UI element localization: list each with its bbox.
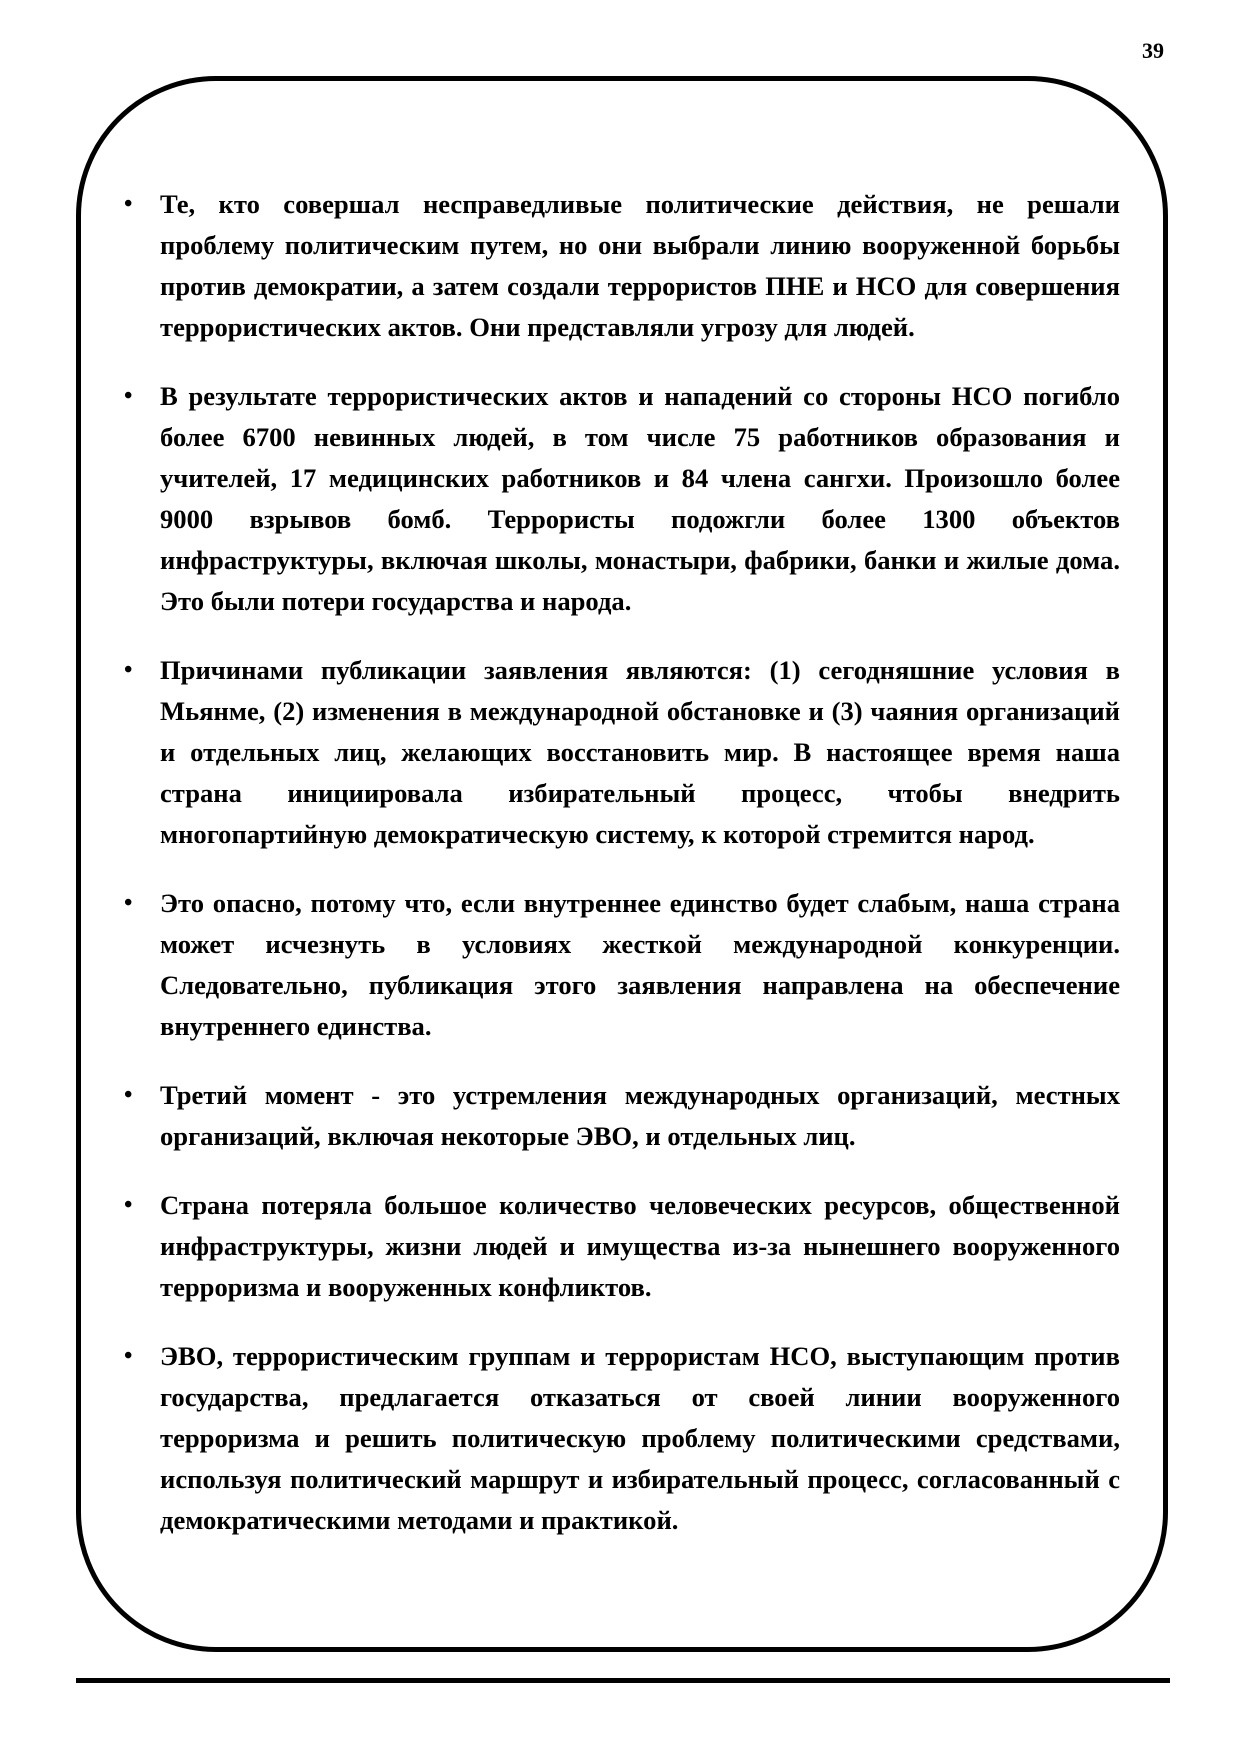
list-item <box>118 376 1120 622</box>
list-item <box>118 184 1120 348</box>
list-item <box>118 1336 1120 1541</box>
list-item <box>118 883 1120 1047</box>
list-item <box>118 1185 1120 1308</box>
bullet-icon: • <box>124 191 133 217</box>
bullet-icon: • <box>124 657 133 683</box>
bottom-divider <box>76 1678 1170 1683</box>
list-item-text: Страна потеряла большое количество человеческих ресурсов, общественной инфраструктуры, жизни людей и имущества из-за нынешнего вооруженного терроризма и вооруженных конфликтов. <box>160 1190 1120 1302</box>
page-number: 39 <box>1142 38 1164 63</box>
bullet-icon: • <box>124 1082 133 1108</box>
list-item <box>118 650 1120 855</box>
bullet-icon: • <box>124 383 133 409</box>
bullet-icon: • <box>124 1192 133 1218</box>
list-item-text: Причинами публикации заявления являются: (1) сегодняшние условия в Мьянме, (2) изменения в международной обстановке и (3) чаяния организаций и отдельных лиц, желающих восстановить мир. В настоящее время наша страна инициировала избирательный процесс, чтобы внедрить многопартийную демократическую систему, к которой стремится народ. <box>160 655 1120 849</box>
bullet-icon: • <box>124 890 133 916</box>
list-item-text: Это опасно, потому что, если внутреннее единство будет слабым, наша страна может исчезнуть в условиях жесткой международной конкуренции. Следовательно, публикация этого заявления направлена на обеспечение внутреннего единства. <box>160 888 1120 1041</box>
list-item-text: ЭВО, террористическим группам и террористам НСО, выступающим против государства, предлагается отказаться от своей линии вооруженного терроризма и решить политическую проблему политическими средствами, используя политический маршрут и избирательный процесс, согласованный с демократическими методами и практикой. <box>160 1341 1120 1535</box>
list-item-text: Те, кто совершал несправедливые политические действия, не решали проблему политическим путем, но они выбрали линию вооруженной борьбы против демократии, а затем создали террористов ПНЕ и НСО для совершения террористических актов. Они представляли угрозу для людей. <box>160 189 1120 342</box>
list-item <box>118 1075 1120 1157</box>
list-item-text: В результате террористических актов и нападений со стороны НСО погибло более 6700 невинных людей, в том числе 75 работников образования и учителей, 17 медицинских работников и 84 члена сангхи. Произошло более 9000 взрывов бомб. Террористы подожгли более 1300 объектов инфраструктуры, включая школы, монастыри, фабрики, банки и жилые дома. Это были потери государства и народа. <box>160 381 1120 616</box>
bullet-list <box>118 184 1120 1569</box>
list-item-text: Третий момент - это устремления международных организаций, местных организаций, включая некоторые ЭВО, и отдельных лиц. <box>160 1080 1120 1151</box>
bullet-icon: • <box>124 1343 133 1369</box>
